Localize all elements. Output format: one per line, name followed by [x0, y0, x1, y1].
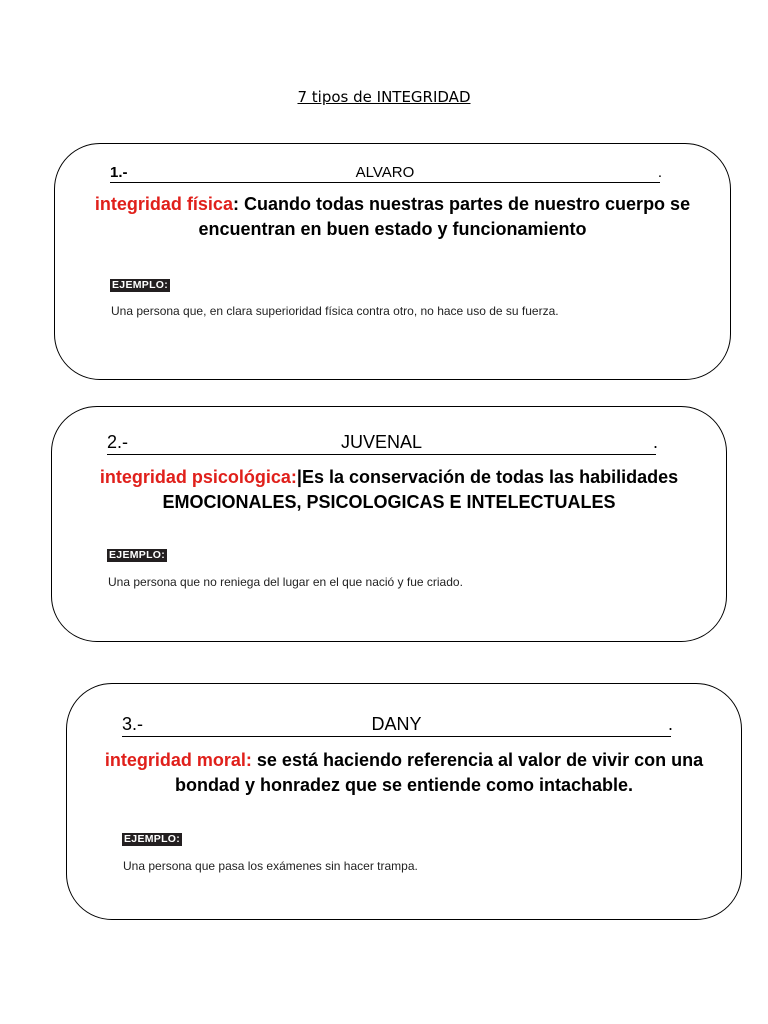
integrity-term: integridad física [94, 194, 233, 214]
header-period: . [657, 164, 662, 181]
student-name: JUVENAL [340, 432, 423, 452]
term-colon: : [232, 194, 239, 214]
definition-body: |Es la conservación de todas las habilidades EMOCIONALES, PSICOLOGICAS E INTELECTUALES [162, 467, 679, 512]
integrity-card-2 [51, 406, 727, 642]
example-text: Una persona que no reniega del lugar en el que nació y fue criado. [108, 575, 463, 589]
integrity-term: integridad psicológica: [99, 467, 297, 487]
definition-body: se está haciendo referencia al valor de vivir con una bondad y honradez que se entiende como intachable. [174, 750, 704, 795]
card-header [107, 432, 656, 455]
example-label: EJEMPLO: [124, 833, 181, 845]
student-name: DANY [371, 714, 422, 734]
student-name: ALVARO [355, 164, 415, 181]
definition-text [85, 192, 700, 242]
header-period: . [667, 714, 673, 734]
card-number: 2.- [107, 432, 129, 452]
definition-text [97, 748, 711, 798]
header-period: . [652, 432, 658, 452]
card-header [122, 714, 671, 737]
definition-body: Cuando todas nuestras partes de nuestro cuerpo se encuentran en buen estado y funcionamiento [198, 194, 691, 239]
integrity-card-1 [54, 143, 731, 380]
integrity-card-3 [66, 683, 742, 920]
example-label: EJEMPLO: [109, 549, 166, 561]
card-number: 1.- [110, 164, 128, 181]
integrity-term: integridad moral: [104, 750, 252, 770]
card-header [110, 160, 660, 183]
example-text: Una persona que pasa los exámenes sin hacer trampa. [123, 859, 418, 873]
page-title: 7 tipos de INTEGRIDAD [297, 88, 471, 106]
card-number: 3.- [122, 714, 144, 734]
example-text: Una persona que, en clara superioridad física contra otro, no hace uso de su fuerza. [111, 304, 559, 318]
definition-text [82, 465, 696, 515]
example-label: EJEMPLO: [112, 279, 169, 291]
